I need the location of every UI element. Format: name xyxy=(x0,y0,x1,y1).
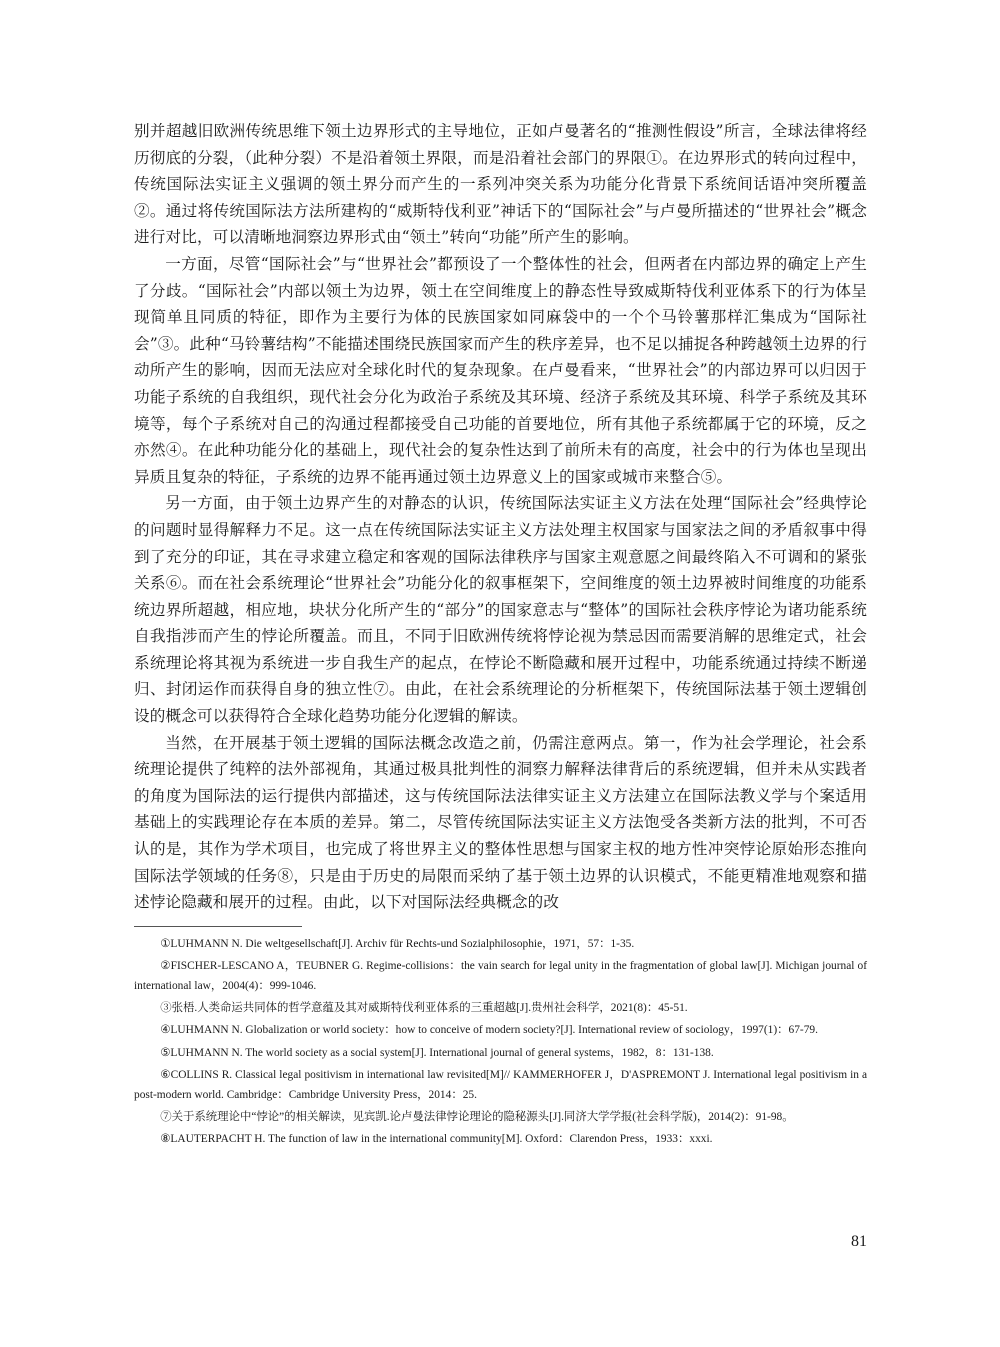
body-text xyxy=(134,118,867,916)
page-number: 81 xyxy=(851,1233,867,1250)
paragraph-4: 当然，在开展基于领土逻辑的国际法概念改造之前，仍需注意两点。第一，作为社会学理论，社会系统理论提供了纯粹的法外部视角，其通过极具批判性的洞察力解释法律背后的系统逻辑，但并未从实践者的角度为国际法的运行提供内部描述，这与传统国际法法律实证主义方法建立在国际法教义学与个案适用基础上的实践理论存在本质的差异。第二，尽管传统国际法实证主义方法饱受各类新方法的批判，不可否认的是，其作为学术项目，也完成了将世界主义的整体性思想与国家主权的地方性冲突悖论原始形态推向国际法学领域的任务⑧，只是由于历史的局限而采纳了基于领土边界的认识模式，不能更精准地观察和描述悖论隐藏和展开的过程。由此，以下对国际法经典概念的改 xyxy=(134,733,867,912)
footnote-1: ①LUHMANN N. Die weltgesellschaft[J]. Archiv für Rechts-und Sozialphilosophie，1971，57：1-35. xyxy=(160,937,635,950)
paragraph-2: 一方面，尽管“国际社会”与“世界社会”都预设了一个整体性的社会，但两者在内部边界的确定上产生了分歧。“国际社会”内部以领土为边界，领土在空间维度上的静态性导致威斯特伐利亚体系下的行为体呈现简单且同质的特征，即作为主要行为体的民族国家如同麻袋中的一个个马铃薯那样汇集成为“国际社会”③。此种“马铃薯结构”不能描述围绕民族国家而产生的秩序差异，也不足以捕捉各种跨越领土边界的行动所产生的影响，因而无法应对全球化时代的复杂现象。在卢曼看来，“世界社会”的内部边界可以归因于功能子系统的自我组织，现代社会分化为政治子系统及其环境、经济子系统及其环境、科学子系统及其环境等，每个子系统对自己的沟通过程都接受自己功能的首要地位，所有其他子系统都属于它的环境，反之亦然④。在此种功能分化的基础上，现代社会的复杂性达到了前所未有的高度，社会中的行为体也呈现出异质且复杂的特征，子系统的边界不能再通过领土边界意义上的国家或城市来整合⑤。 xyxy=(134,254,867,486)
footnote-divider xyxy=(134,926,302,927)
page-content xyxy=(134,118,867,1153)
paragraph-1: 别并超越旧欧洲传统思维下领土边界形式的主导地位，正如卢曼著名的“推测性假设”所言，全球法律将经历彻底的分裂，（此种分裂）不是沿着领土界限，而是沿着社会部门的界限①。在边界形式的转向过程中，传统国际法实证主义强调的领土界分而产生的一系列冲突关系为功能分化背景下系统间话语冲突所覆盖②。通过将传统国际法方法所建构的“威斯特伐利亚”神话下的“国际社会”与卢曼所描述的“世界社会”概念进行对比，可以清晰地洞察边界形式由“领土”转向“功能”所产生的影响。 xyxy=(134,122,867,247)
footnote-2: ②FISCHER-LESCANO A，TEUBNER G. Regime-collisions：the vain search for legal unity in the fragmentation of global law[J]. Michigan journal of international law，2004(4)：999-1046. xyxy=(134,960,867,992)
footnote-7: ⑦关于系统理论中“悖论”的相关解读，见宾凯.论卢曼法律悖论理论的隐秘源头[J].同济大学学报(社会科学版)，2014(2)：91-98。 xyxy=(160,1111,794,1124)
footnote-6: ⑥COLLINS R. Classical legal positivism in international law revisited[M]// KAMMERHOFER J，D'ASPREMONT J. International legal positivism in a post-modern world. Cambridge：Cambridge University Press，2014：25. xyxy=(134,1069,867,1101)
footnotes xyxy=(134,935,867,1150)
footnote-5: ⑤LUHMANN N. The world society as a social system[J]. International journal of general systems，1982，8：131-138. xyxy=(160,1046,714,1059)
footnote-4: ④LUHMANN N. Globalization or world society：how to conceive of modern society?[J]. International review of sociology，1997(1)：67-79. xyxy=(160,1024,818,1037)
footnote-3: ③张梧.人类命运共同体的哲学意蕴及其对威斯特伐利亚体系的三重超越[J].贵州社会科学，2021(8)：45-51. xyxy=(160,1002,688,1015)
footnote-8: ⑧LAUTERPACHT H. The function of law in the international community[M]. Oxford：Clarendon Press，1933：xxxi. xyxy=(160,1133,713,1146)
paragraph-3: 另一方面，由于领土边界产生的对静态的认识，传统国际法实证主义方法在处理“国际社会”经典悖论的问题时显得解释力不足。这一点在传统国际法实证主义方法处理主权国家与国家法之间的矛盾叙事中得到了充分的印证，其在寻求建立稳定和客观的国际法律秩序与国家主观意愿之间最终陷入不可调和的紧张关系⑥。而在社会系统理论“世界社会”功能分化的叙事框架下，空间维度的领土边界被时间维度的功能系统边界所超越，相应地，块状分化所产生的“部分”的国家意志与“整体”的国际社会秩序悖论为诸功能系统自我指涉而产生的悖论所覆盖。而且，不同于旧欧洲传统将悖论视为禁忌因而需要消解的思维定式，社会系统理论将其视为系统进一步自我生产的起点，在悖论不断隐藏和展开过程中，功能系统通过持续不断递归、封闭运作而获得自身的独立性⑦。由此，在社会系统理论的分析框架下，传统国际法基于领土逻辑创设的概念可以获得符合全球化趋势功能分化逻辑的解读。 xyxy=(134,494,867,726)
